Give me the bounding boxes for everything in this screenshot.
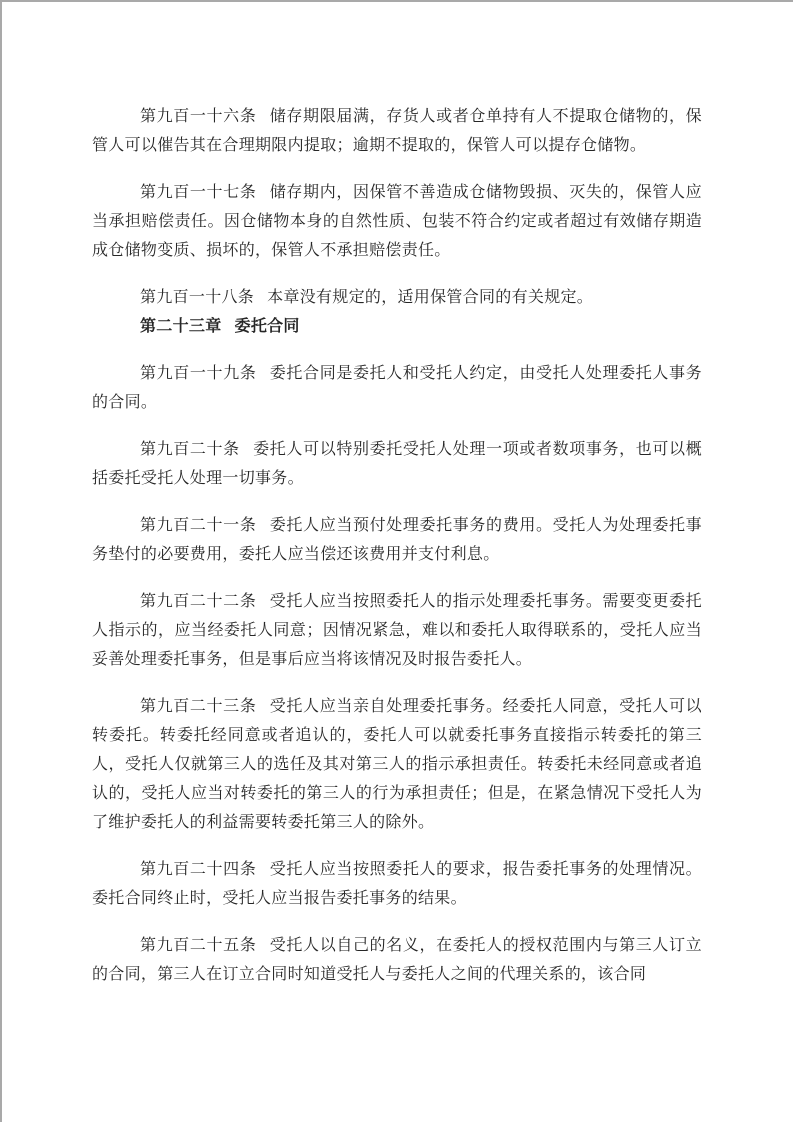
article-paragraph-916 bbox=[92, 102, 702, 160]
article-number: 第九百二十三条 bbox=[140, 698, 257, 715]
article-text: 委托人应当预付处理委托事务的费用。受托人为处理委托事务垫付的必要费用，委托人应当偿还该费用并支付利息。 bbox=[92, 517, 702, 563]
article-text: 受托人以自己的名义，在委托人的授权范围内与第三人订立的合同，第三人在订立合同时知道受托人与委托人之间的代理关系的，该合同 bbox=[92, 937, 702, 983]
article-text: 受托人应当按照委托人的指示处理委托事务。需要变更委托人指示的，应当经委托人同意；因情况紧急，难以和委托人取得联系的，受托人应当妥善处理委托事务，但是事后应当将该情况及时报告委托人。 bbox=[92, 593, 702, 668]
article-text: 委托合同是委托人和受托人约定，由受托人处理委托人事务的合同。 bbox=[92, 365, 702, 411]
article-text: 受托人应当亲自处理委托事务。经委托人同意，受托人可以转委托。转委托经同意或者追认的，委托人可以就委托事务直接指示转委托的第三人，受托人仅就第三人的选任及其对第三人的指示承担责任。转委托未经同意或者追认的，受托人应当对转委托的第三人的行为承担责任；但是，在紧急情况下受托人为了维护委托人的利益需要转委托第三人的除外。 bbox=[92, 698, 702, 831]
article-number: 第九百一十八条 bbox=[140, 289, 255, 306]
article-paragraph-924 bbox=[92, 855, 702, 913]
article-number: 第九百二十四条 bbox=[140, 861, 257, 878]
article-paragraph-923 bbox=[92, 692, 702, 837]
article-number: 第九百二十二条 bbox=[140, 593, 257, 610]
article-paragraph-925 bbox=[92, 931, 702, 989]
article-text: 储存期限届满，存货人或者仓单持有人不提取仓储物的，保管人可以催告其在合理期限内提取；逾期不提取的，保管人可以提存仓储物。 bbox=[92, 108, 702, 154]
article-number: 第九百一十六条 bbox=[140, 108, 257, 125]
article-number: 第九百一十九条 bbox=[140, 365, 257, 382]
article-paragraph-918 bbox=[92, 283, 702, 312]
article-number: 第九百二十五条 bbox=[140, 937, 257, 954]
chapter-heading bbox=[92, 312, 702, 341]
chapter-title: 委托合同 bbox=[234, 318, 300, 335]
article-text: 储存期内，因保管不善造成仓储物毁损、灭失的，保管人应当承担赔偿责任。因仓储物本身的自然性质、包装不符合约定或者超过有效储存期造成仓储物变质、损坏的，保管人不承担赔偿责任。 bbox=[92, 184, 702, 259]
article-number: 第九百二十一条 bbox=[140, 517, 257, 534]
article-number: 第九百一十七条 bbox=[140, 184, 257, 201]
article-paragraph-920 bbox=[92, 435, 702, 493]
article-number: 第九百二十条 bbox=[140, 441, 240, 458]
chapter-number: 第二十三章 bbox=[140, 318, 222, 335]
article-paragraph-921 bbox=[92, 511, 702, 569]
article-text: 本章没有规定的，适用保管合同的有关规定。 bbox=[267, 289, 594, 306]
article-text: 受托人应当按照委托人的要求，报告委托事务的处理情况。委托合同终止时，受托人应当报告委托事务的结果。 bbox=[92, 861, 702, 907]
article-paragraph-919 bbox=[92, 359, 702, 417]
article-text: 委托人可以特别委托受托人处理一项或者数项事务，也可以概括委托受托人处理一切事务。 bbox=[92, 441, 702, 487]
article-paragraph-922 bbox=[92, 587, 702, 674]
article-paragraph-917 bbox=[92, 178, 702, 265]
